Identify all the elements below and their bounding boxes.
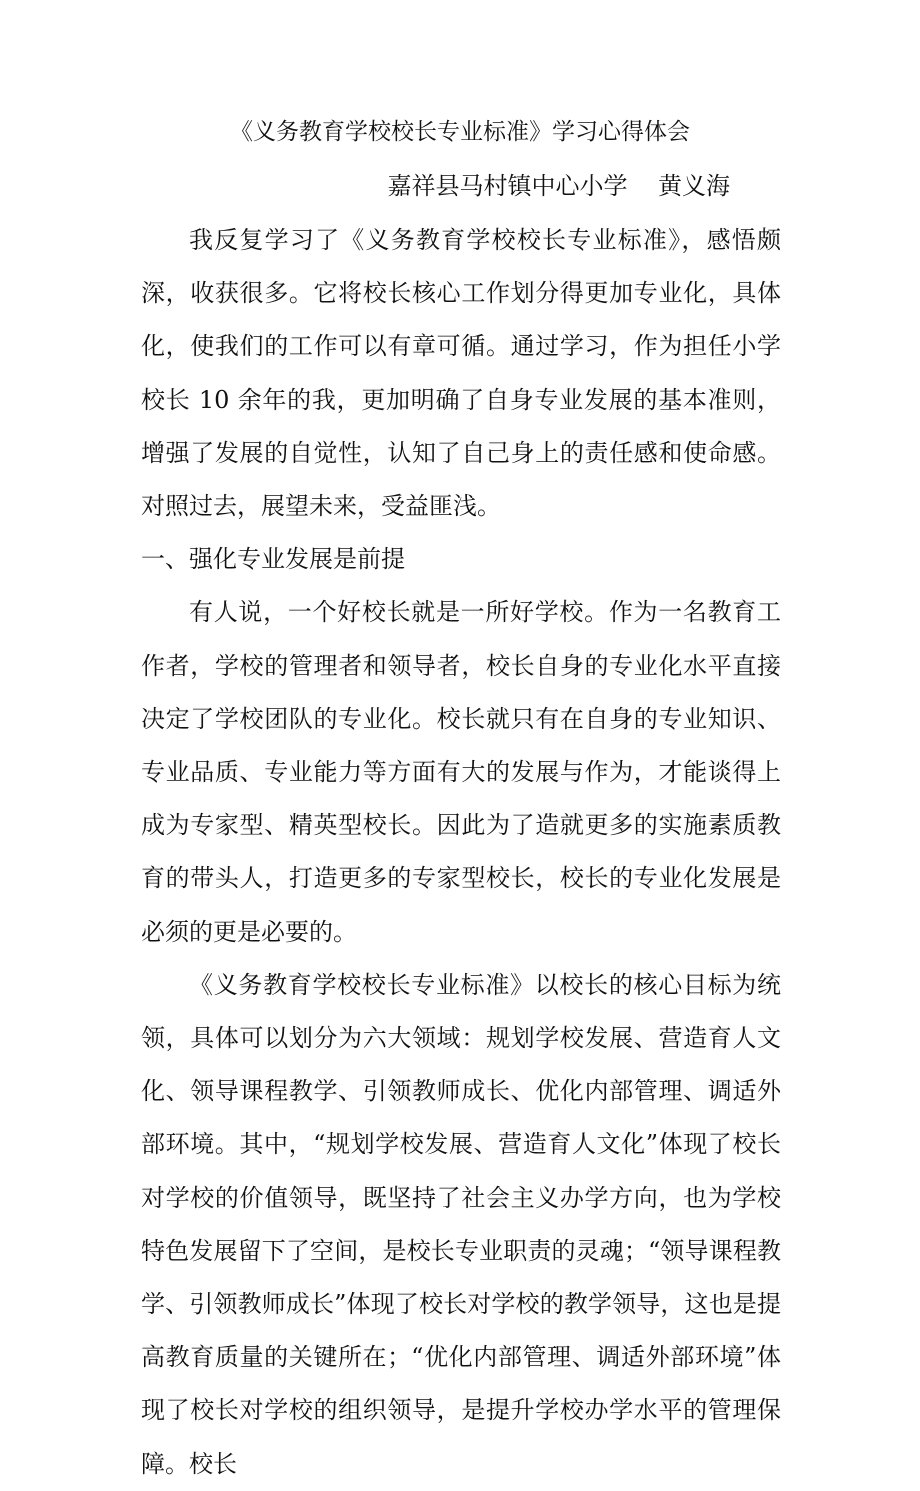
section-1-paragraph-1: 有人说，一个好校长就是一所好学校。作为一名教育工作者，学校的管理者和领导者，校长自身的专业化水平直接决定了学校团队的专业化。校长就只有在自身的专业知识、专业品质、专业能力等方面有大的发展与作为，才能谈得上成为专家型、精英型校长。因此为了造就更多的实施素质教育的带头人，打造更多的专家型校长，校长的专业化发展是必须的更是必要的。 bbox=[141, 598, 781, 946]
section-1-paragraph-2: 《义务教育学校校长专业标准》以校长的核心目标为统领，具体可以划分为六大领域：规划学校发展、营造育人文化、领导课程教学、引领教师成长、优化内部管理、调适外部环境。其中，“规划学校发展、营造育人文化”体现了校长对学校的价值领导，既坚持了社会主义办学方向，也为学校特色发展留下了空间，是校长专业职责的灵魂；“领导课程教学、引领教师成长”体现了校长对学校的教学领导，这也是提高教育质量的关键所在；“优化内部管理、调适外部环境”体现了校长对学校的组织领导，是提升学校办学水平的管理保障。校长 bbox=[141, 970, 781, 1478]
intro-paragraph: 我反复学习了《义务教育学校校长专业标准》，感悟颇深，收获很多。它将校长核心工作划分得更加专业化，具体化，使我们的工作可以有章可循。通过学习，作为担任小学校长 10 余年的我，更加明确了自身专业发展的基本准则，增强了发展的自觉性，认知了自己身上的责任感和使命感。对照过去，展望未来，受益匪浅。 bbox=[141, 226, 781, 521]
document-author: 嘉祥县马村镇中心小学 黄义海 bbox=[387, 172, 730, 200]
document-title: 《义务教育学校校长专业标准》学习心得体会 bbox=[230, 119, 690, 145]
document-body bbox=[141, 214, 781, 1491]
section-heading-1: 一、强化专业发展是前提 bbox=[141, 545, 405, 574]
